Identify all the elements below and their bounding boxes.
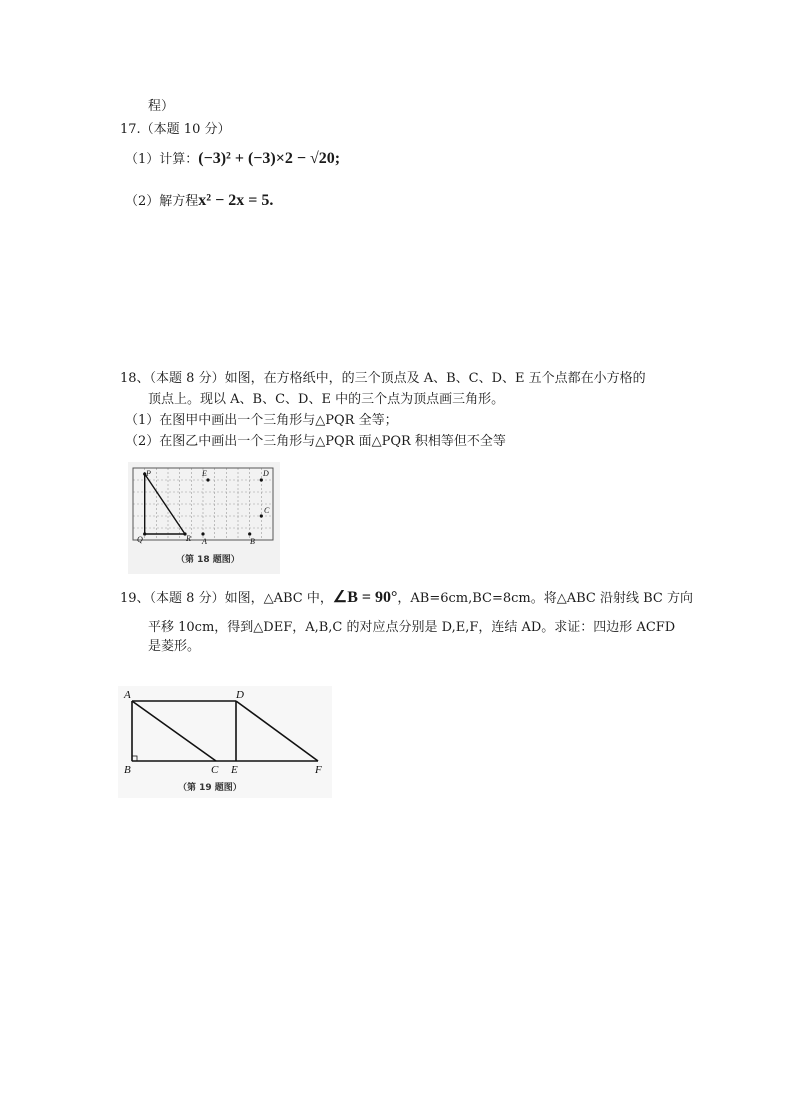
q19-figure-background [118,686,332,798]
continuation-text: 程） [148,99,175,114]
q17-part1-expression: (−3)² + (−3)×2 − √20; [198,150,341,167]
label-p: P [146,469,151,478]
q19-line3: 是菱形。 [148,639,201,654]
q18-line1: 18、（本题 8 分）如图，在方格纸中，的三个顶点及 A、B、C、D、E 五个点都在小方格的 [120,371,646,386]
q19-line1 [120,589,693,608]
q17-part2 [125,192,273,211]
label-a: A [124,689,131,701]
q19-angle-expression: ∠B = 90° [332,589,398,606]
q17-part2-prefix: （2）解方程 [125,194,199,209]
q18-line3: （1）在图甲中画出一个三角形与△PQR 全等； [125,413,398,428]
label-c: C [211,764,219,776]
label-c: C [264,506,270,515]
q17-part2-expression: x² − 2x = 5. [198,192,274,209]
label-r: R [186,534,191,543]
q18-figure-caption: （第 18 题图） [176,555,240,565]
label-d: D [236,689,244,701]
q17-part1-prefix: （1）计算： [125,152,199,167]
label-a: A [202,537,207,546]
q18-line4: （2）在图乙中画出一个三角形与△PQR 面△PQR 积相等但不全等 [125,434,506,449]
q19-line2: 平移 10cm，得到△DEF，A,B,C 的对应点分别是 D,E,F，连结 AD。求证：四边形 ACFD [148,620,676,635]
q19-line1-text-a: 19、（本题 8 分）如图，△ABC 中， [120,591,333,606]
label-e: E [231,764,238,776]
q19-figure-caption: （第 19 题图） [178,783,242,793]
q18-line2: 顶点上。现以 A、B、C、D、E 中的三个点为顶点画三角形。 [148,392,505,407]
label-b: B [250,537,255,546]
label-d: D [263,469,269,478]
q19-line1-text-b: ，AB=6cm,BC=8cm。将△ABC 沿射线 BC 方向 [397,591,693,606]
q17-header: 17.（本题 10 分） [120,122,231,137]
q19-figure [118,686,332,798]
label-b: B [124,764,131,776]
label-q: Q [137,535,143,544]
q18-grid-figure [128,462,280,574]
q17-part1 [125,150,340,169]
label-f: F [315,764,322,776]
label-e: E [202,469,207,478]
